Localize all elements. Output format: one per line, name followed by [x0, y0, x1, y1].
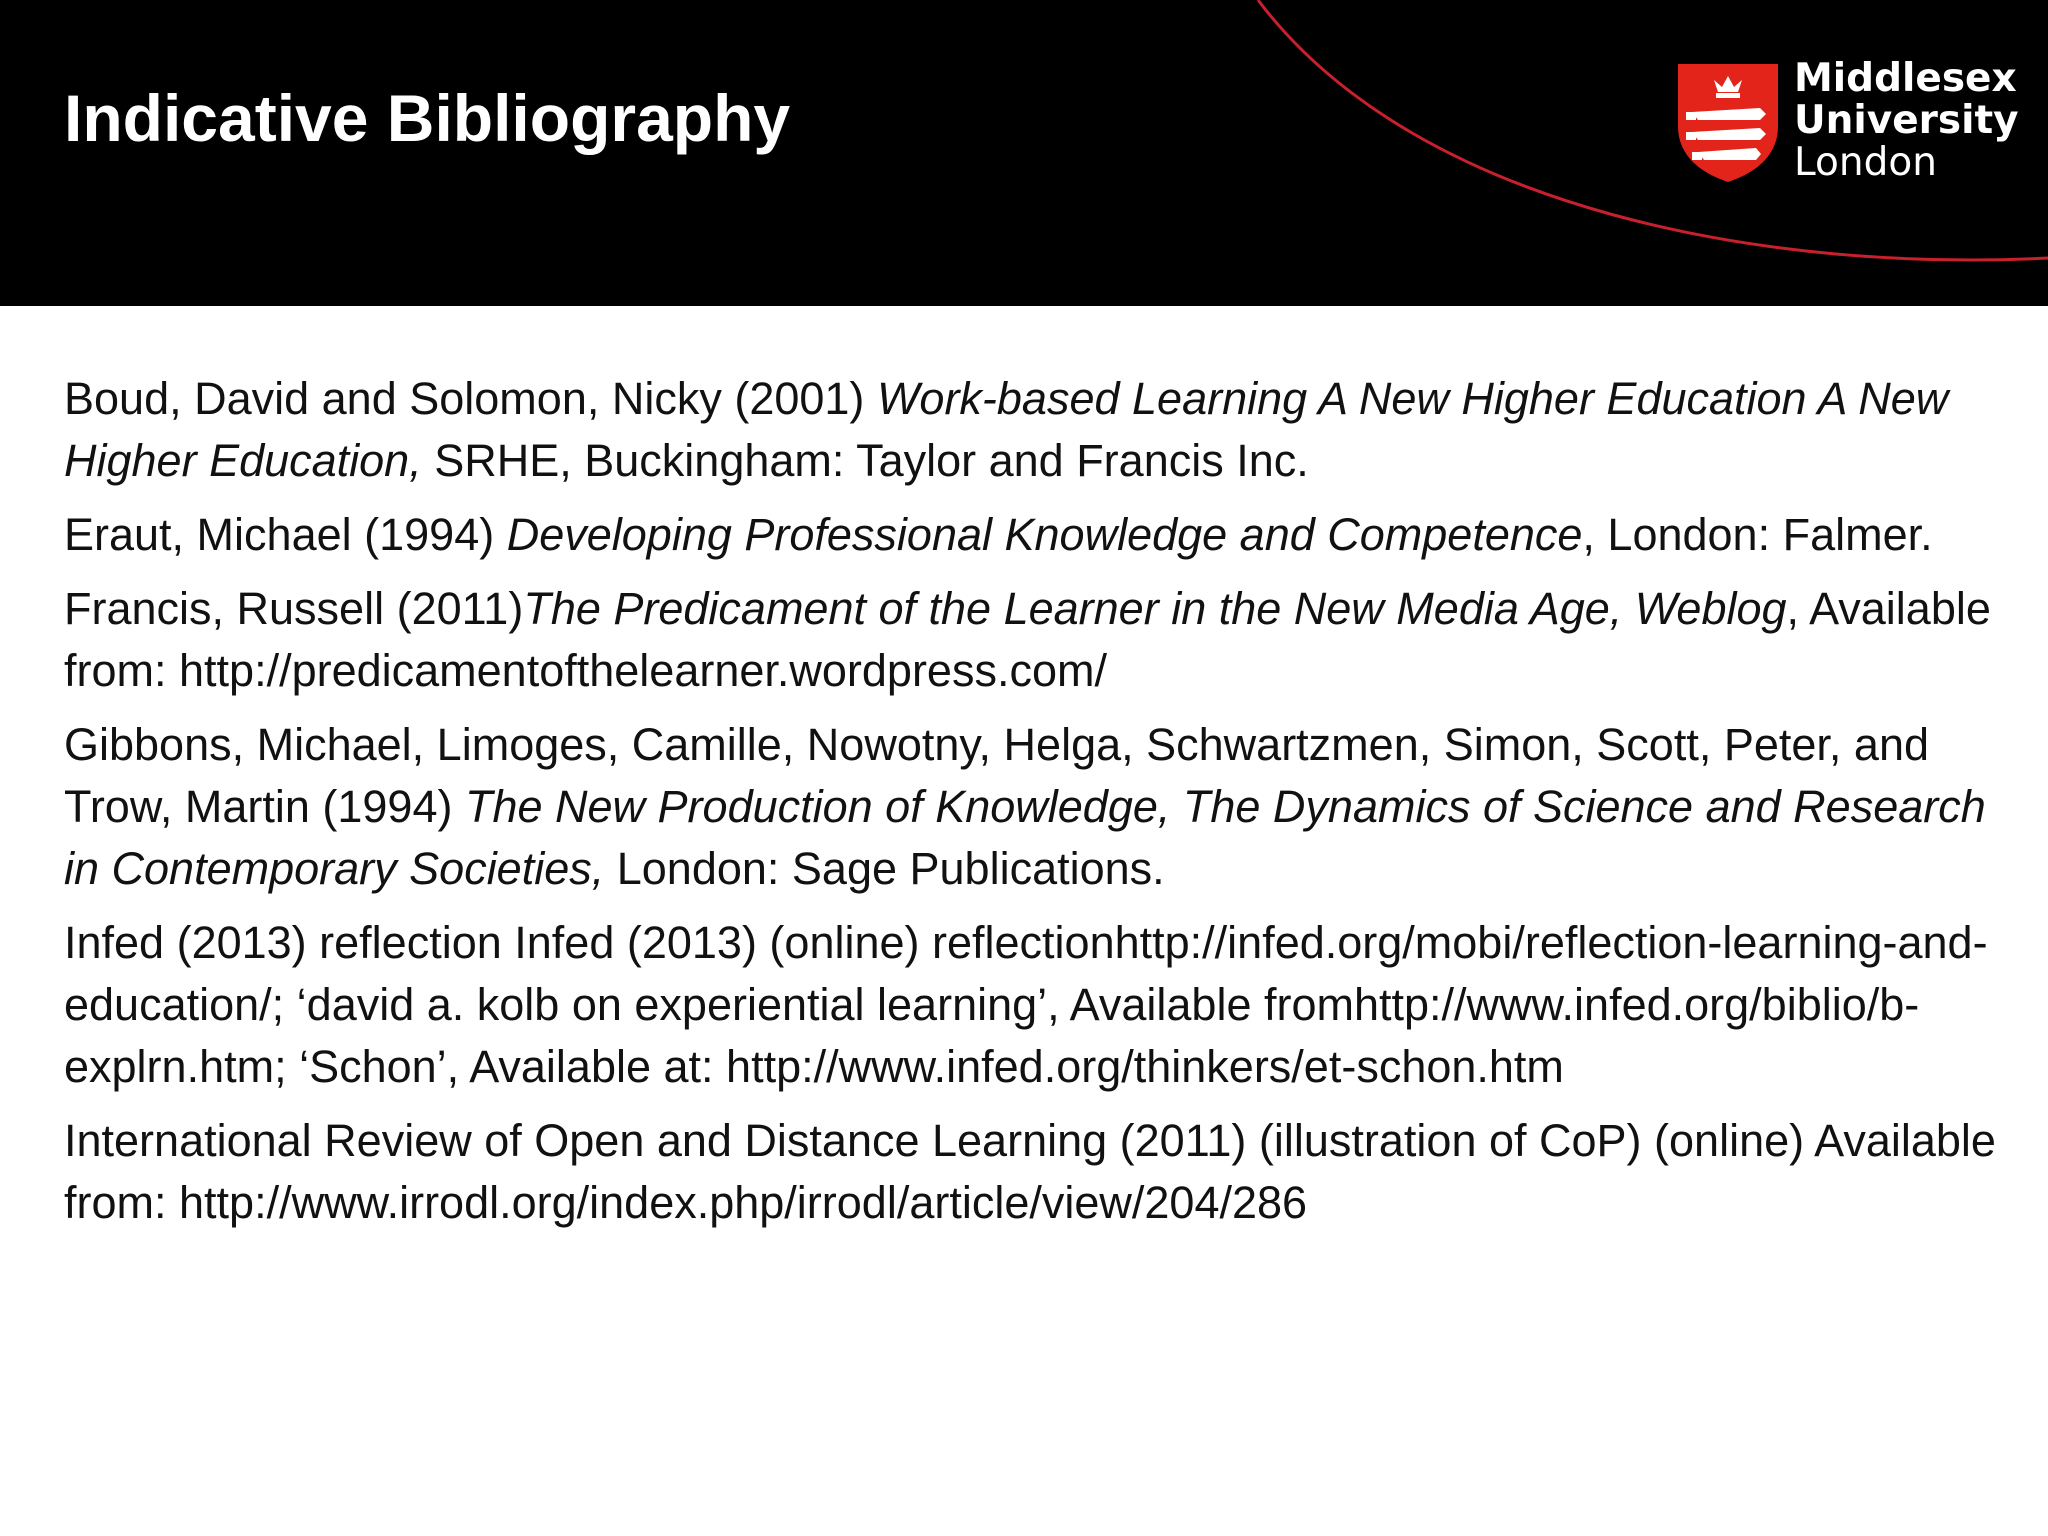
entry-title: Work-based Learning A New Higher Education A New Higher Education, [64, 373, 1949, 486]
university-crest-shield-icon [1676, 62, 1780, 184]
bibliography-entry [64, 578, 2014, 702]
bibliography-entry [64, 1110, 2014, 1234]
entry-title: The New Production of Knowledge, The Dynamics of Science and Research in Contemporary Societies, [64, 781, 1986, 894]
logo-line-1: Middlesex [1794, 56, 2017, 101]
entry-text: International Review of Open and Distance Learning (2011) (illustration of CoP) (online) Available from: http://www.irrodl.org/index.php/irrodl/article/view/204/286 [64, 1115, 1996, 1228]
bibliography-entry [64, 504, 2014, 566]
logo-line-2: University [1794, 98, 2019, 143]
slide-title: Indicative Bibliography [64, 81, 791, 155]
logo-line-3: London [1794, 140, 1937, 185]
entry-text: Francis, Russell (2011) [64, 583, 524, 634]
entry-title: Developing Professional Knowledge and Competence [506, 509, 1583, 560]
entry-text: , Available from: http://predicamentofthelearner.wordpress.com/ [64, 583, 1991, 696]
logo-wordmark [1794, 58, 2019, 184]
entry-text: Eraut, Michael (1994) [64, 509, 507, 560]
entry-text: Boud, David and Solomon, Nicky (2001) [64, 373, 877, 424]
entry-text: London: Sage Publications. [604, 843, 1165, 894]
bibliography-entry [64, 714, 2014, 900]
entry-text: Infed (2013) reflection Infed (2013) (online) reflectionhttp://infed.org/mobi/reflection-learning-and-education/; ‘david a. kolb on experiential learning’, Available fromhttp://www.infed.org/biblio/b-explrn.htm; ‘Schon’, Available at: http://www.infed.org/thinkers/et-schon.htm [64, 917, 1988, 1092]
bibliography-list [64, 368, 2014, 1246]
entry-text: , London: Falmer. [1582, 509, 1933, 560]
bibliography-entry [64, 368, 2014, 492]
bibliography-entry [64, 912, 2014, 1098]
entry-text: SRHE, Buckingham: Taylor and Francis Inc. [421, 435, 1309, 486]
slide-header [0, 0, 2048, 306]
entry-title: The Predicament of the Learner in the New Media Age, Weblog [523, 583, 1787, 634]
university-logo [1676, 56, 2019, 188]
entry-text: Gibbons, Michael, Limoges, Camille, Nowotny, Helga, Schwartzmen, Simon, Scott, Peter, and Trow, Martin (1994) [64, 719, 1929, 832]
